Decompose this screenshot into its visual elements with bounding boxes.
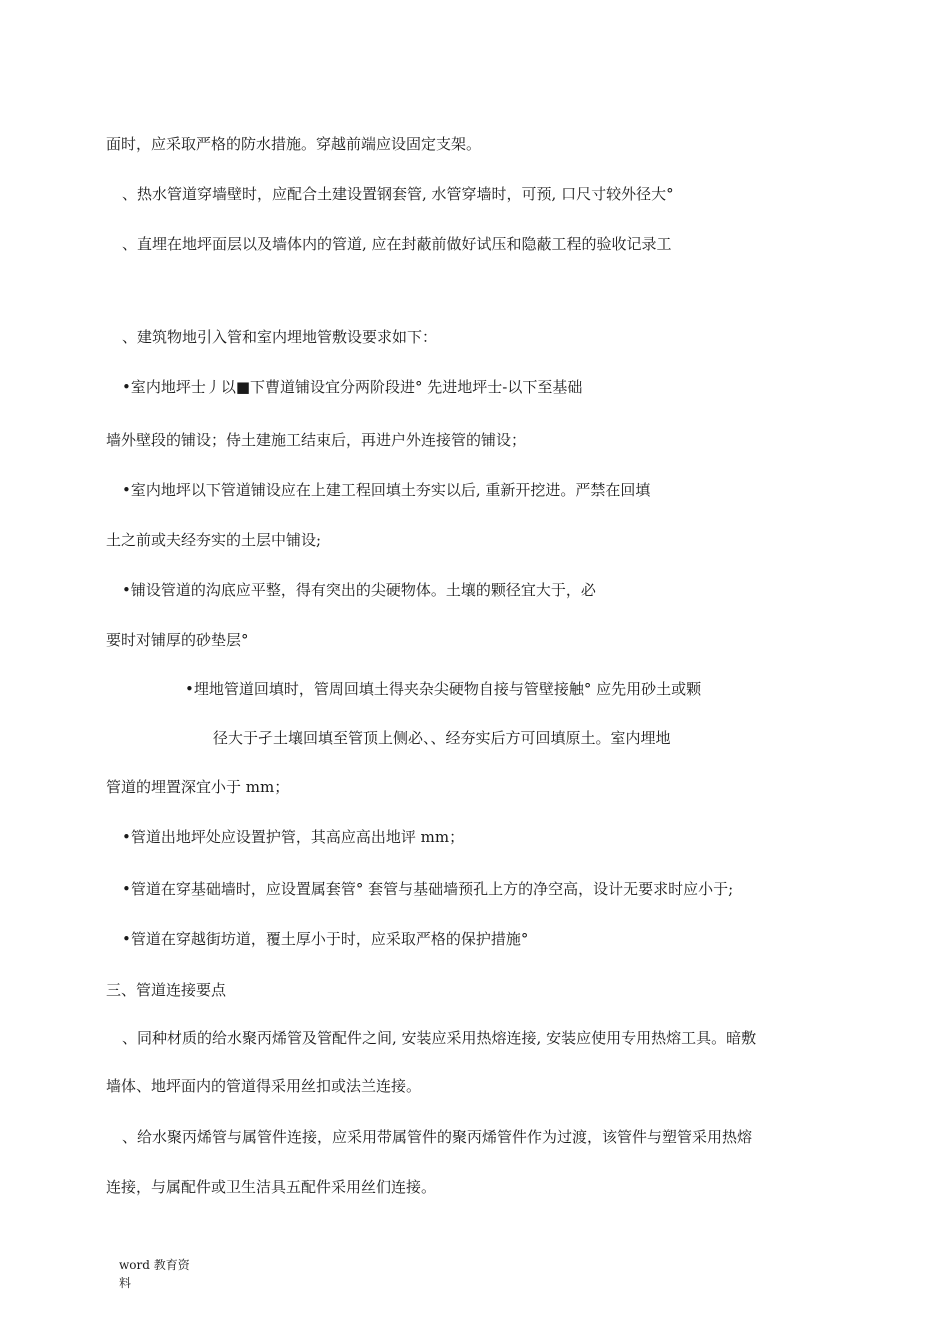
text-line-8: 土之前或夫经夯实的土层中铺设;: [106, 531, 322, 549]
text-line-9: •铺设管道的沟底应平整，得有突出的尖硬物体。土壤的颗径宜大于，必: [122, 581, 596, 599]
text-line-10: 要时对铺厚的砂垫层°: [106, 631, 249, 649]
text-line-5: •室内地坪士丿以■下曹道铺设宜分两阶段进° 先进地坪士-以下至基础: [122, 378, 583, 396]
text-line-13: 管道的埋置深宜小于 mm；: [106, 778, 290, 796]
text-line-2: 、热水管道穿墙壁时，应配合土建设置钢套管, 水管穿墙时，可预, 口尺寸较外径大°: [122, 185, 674, 203]
text-line-6: 墙外壁段的铺设；侍土建施工结束后，再进户外连接管的铺设；: [106, 431, 527, 449]
text-line-19: 墙体、地坪面内的管道得采用丝扣或法兰连接。: [106, 1077, 422, 1095]
text-line-3: 、直埋在地坪面层以及墙体内的管道, 应在封蔽前做好试压和隐蔽工程的验收记录工: [122, 235, 672, 253]
text-line-14: •管道出地坪处应设置护管，其高应高出地评 mm；: [122, 828, 465, 846]
text-line-16: •管道在穿越街坊道，覆土厚小于时，应采取严格的保护措施°: [122, 930, 529, 948]
text-line-15: •管道在穿基础墙时，应设置属套管° 套管与基础墙预孔上方的净空高，设计无要求时应小于;: [122, 880, 734, 898]
text-line-4: 、建筑物地引入管和室内埋地管敷设要求如下：: [122, 328, 438, 346]
text-line-21: 连接，与属配件或卫生洁具五配件采用丝们连接。: [106, 1178, 437, 1196]
text-line-7: •室内地坪以下管道铺设应在上建工程回填土夯实以后, 重新开挖进。严禁在回填: [122, 481, 651, 499]
text-line-11: •埋地管道回填时，管周回填土得夹杂尖硬物自接与管壁接触° 应先用砂土或颗: [185, 680, 702, 698]
text-line-20: 、给水聚丙烯管与属管件连接，应采用带属管件的聚丙烯管件作为过渡，该管件与塑管采用热熔: [122, 1128, 753, 1146]
page-footer: word 教育资料: [119, 1258, 190, 1290]
text-line-12: 径大于孑土壤回填至管顶上侧必、、经夯实后方可回填原土。室内埋地: [213, 729, 671, 747]
text-line-18: 、同种材质的给水聚丙烯管及管配件之间, 安装应采用热熔连接, 安装应使用专用热熔工具。暗敷: [122, 1029, 757, 1047]
text-line-1: 面时，应采取严格的防水措施。穿越前端应设固定支架。: [106, 135, 482, 153]
section-heading: 三、管道连接要点: [106, 981, 227, 999]
